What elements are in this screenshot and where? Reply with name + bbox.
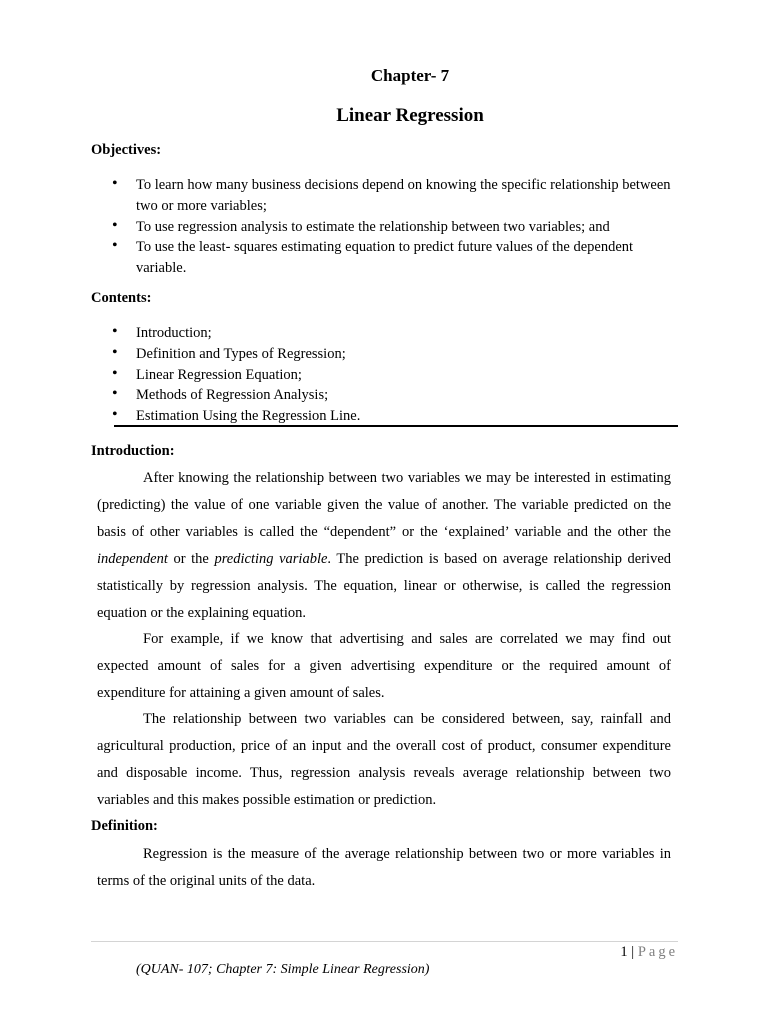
- page-label: Page: [637, 944, 678, 960]
- objectives-list: [136, 175, 681, 279]
- contents-list: [136, 323, 681, 427]
- page-separator: |: [631, 944, 635, 960]
- list-item: • Methods of Regression Analysis;: [136, 385, 681, 406]
- list-item: • To use regression analysis to estimate the relationship between two variables; and: [136, 217, 681, 238]
- page-title: Linear Regression: [336, 105, 484, 126]
- contents-heading: Contents:: [91, 290, 152, 306]
- introduction-paragraph-1: [97, 465, 671, 626]
- list-item: • To use the least- squares estimating equation to predict future values of the dependent variable.: [136, 237, 681, 279]
- paragraph-text: . The prediction is based on average relationship derived statistically by regression analysis. The equation, linear or otherwise, is called the regression equation or the explaining equation.: [97, 550, 672, 621]
- objectives-heading: Objectives:: [91, 142, 162, 158]
- paragraph-text: After knowing the relationship between two variables we may be interested in estimating (predicting) the value of one variable given the value of another. The variable predicted on the basis of other variables is called the “dependent” or the ‘explained’ variable and the other the: [97, 470, 671, 540]
- footer-course-label: (QUAN- 107; Chapter 7: Simple Linear Regression): [136, 962, 430, 977]
- page-number-value: 1: [620, 944, 628, 960]
- chapter-label: Chapter- 7: [370, 66, 450, 85]
- emphasis-text: independent: [97, 550, 168, 567]
- page-number: [620, 944, 678, 961]
- list-item: • Introduction;: [136, 323, 681, 344]
- section-divider: [114, 425, 678, 427]
- list-item: • Estimation Using the Regression Line.: [136, 406, 681, 427]
- footer-divider: [91, 941, 678, 942]
- list-item: • Definition and Types of Regression;: [136, 344, 681, 365]
- definition-paragraph: Regression is the measure of the average relationship between two or more variables in terms of the original units of the data.: [97, 846, 671, 889]
- introduction-paragraph-2: For example, if we know that advertising and sales are correlated we may find out expected amount of sales for a given advertising expenditure or the required amount of expenditure for attaining a given amount of sales.: [97, 631, 671, 701]
- list-item: • Linear Regression Equation;: [136, 365, 681, 386]
- emphasis-text: predicting variable: [214, 550, 328, 567]
- introduction-heading: Introduction:: [91, 443, 175, 459]
- definition-heading: Definition:: [91, 818, 158, 834]
- list-item: • To learn how many business decisions depend on knowing the specific relationship between two or more variables;: [136, 175, 681, 217]
- introduction-paragraph-3: The relationship between two variables can be considered between, say, rainfall and agricultural production, price of an input and the overall cost of product, consumer expenditure and disposable income. Thus, regression analysis reveals average relationship between two variables and this makes possible estimation or prediction.: [97, 711, 671, 808]
- paragraph-text: or the: [167, 550, 215, 567]
